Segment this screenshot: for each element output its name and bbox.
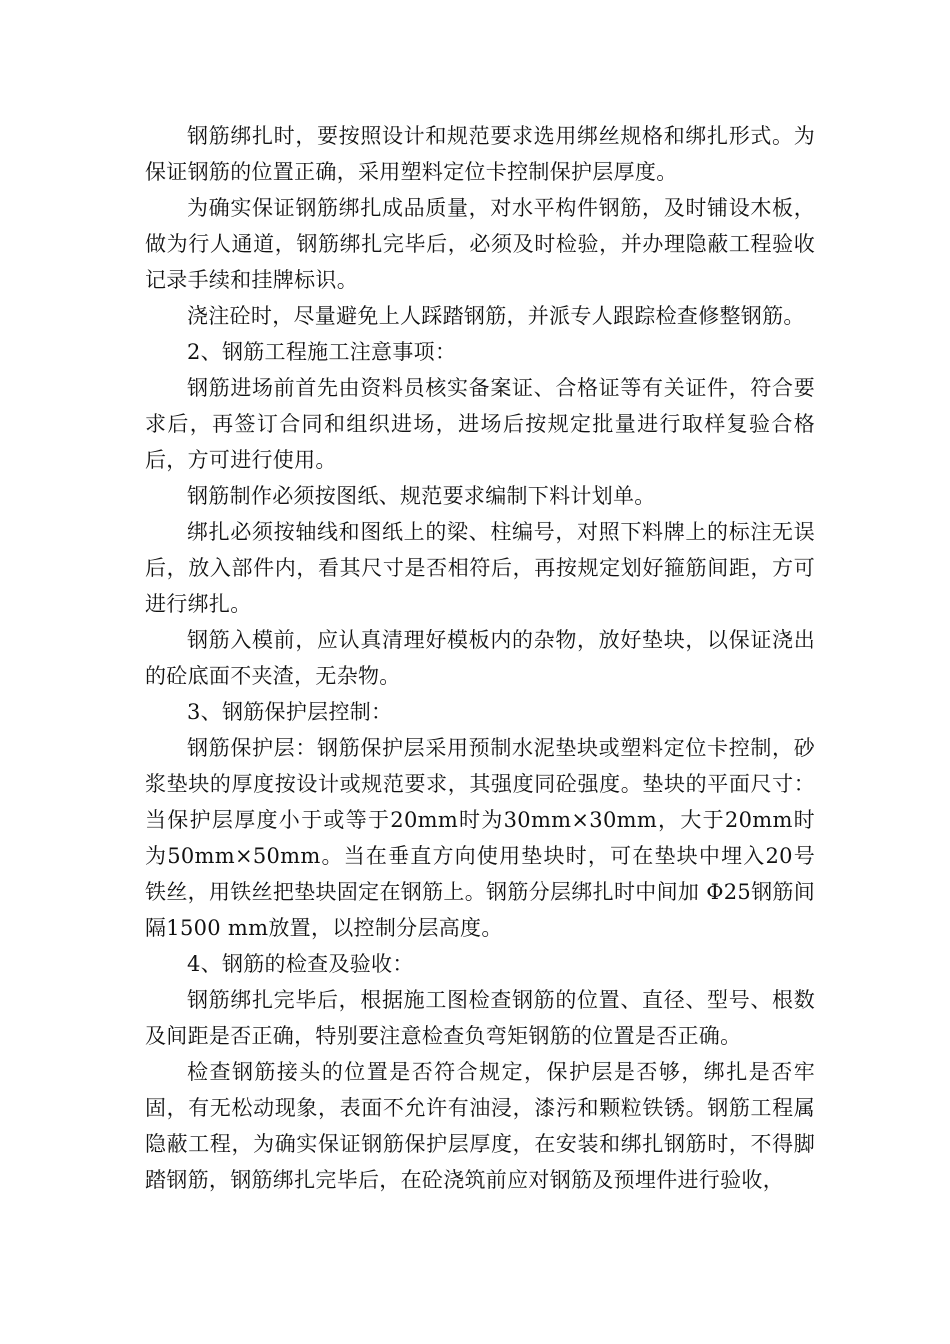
paragraph: 钢筋进场前首先由资料员核实备案证、合格证等有关证件，符合要求后，再签订合同和组织进场，进场后按规定批量进行取样复验合格后，方可进行使用。 <box>145 376 815 472</box>
paragraph: 钢筋入模前，应认真清理好模板内的杂物，放好垫块，以保证浇出的砼底面不夹渣，无杂物。 <box>145 628 815 688</box>
paragraph: 钢筋绑扎时，要按照设计和规范要求选用绑丝规格和绑扎形式。为保证钢筋的位置正确，采用塑料定位卡控制保护层厚度。 <box>145 124 815 184</box>
paragraph: 为确实保证钢筋绑扎成品质量，对水平构件钢筋，及时铺设木板，做为行人通道，钢筋绑扎完毕后，必须及时检验，并办理隐蔽工程验收记录手续和挂牌标识。 <box>145 196 815 292</box>
paragraph: 绑扎必须按轴线和图纸上的梁、柱编号，对照下料牌上的标注无误后，放入部件内，看其尺寸是否相符后，再按规定划好箍筋间距，方可进行绑扎。 <box>145 520 815 616</box>
paragraph: 检查钢筋接头的位置是否符合规定，保护层是否够，绑扎是否牢固，有无松动现象，表面不允许有油浸，漆污和颗粒铁锈。钢筋工程属隐蔽工程，为确实保证钢筋保护层厚度，在安装和绑扎钢筋时，不得脚踏钢筋，钢筋绑扎完毕后，在砼浇筑前应对钢筋及预埋件进行验收， <box>145 1060 815 1192</box>
section-heading: 4、钢筋的检查及验收： <box>187 952 414 976</box>
paragraph: 钢筋保护层：钢筋保护层采用预制水泥垫块或塑料定位卡控制，砂浆垫块的厚度按设计或规范要求，其强度同砼强度。垫块的平面尺寸：当保护层厚度小于或等于20mm时为30mm×30mm，大于20mm时为50mm×50mm。当在垂直方向使用垫块时，可在垫块中埋入20号铁丝，用铁丝把垫块固定在钢筋上。钢筋分层绑扎时中间加 Φ25钢筋间隔1500 mm放置，以控制分层高度。 <box>145 736 815 940</box>
paragraph: 浇注砼时，尽量避免上人踩踏钢筋，并派专人跟踪检查修整钢筋。 <box>187 304 805 328</box>
document-body <box>145 118 815 1198</box>
paragraph: 钢筋制作必须按图纸、规范要求编制下料计划单。 <box>187 484 656 508</box>
paragraph: 钢筋绑扎完毕后，根据施工图检查钢筋的位置、直径、型号、根数及间距是否正确，特别要注意检查负弯矩钢筋的位置是否正确。 <box>145 988 815 1048</box>
section-heading: 3、钢筋保护层控制： <box>187 700 393 724</box>
section-heading: 2、钢筋工程施工注意事项： <box>187 340 457 364</box>
